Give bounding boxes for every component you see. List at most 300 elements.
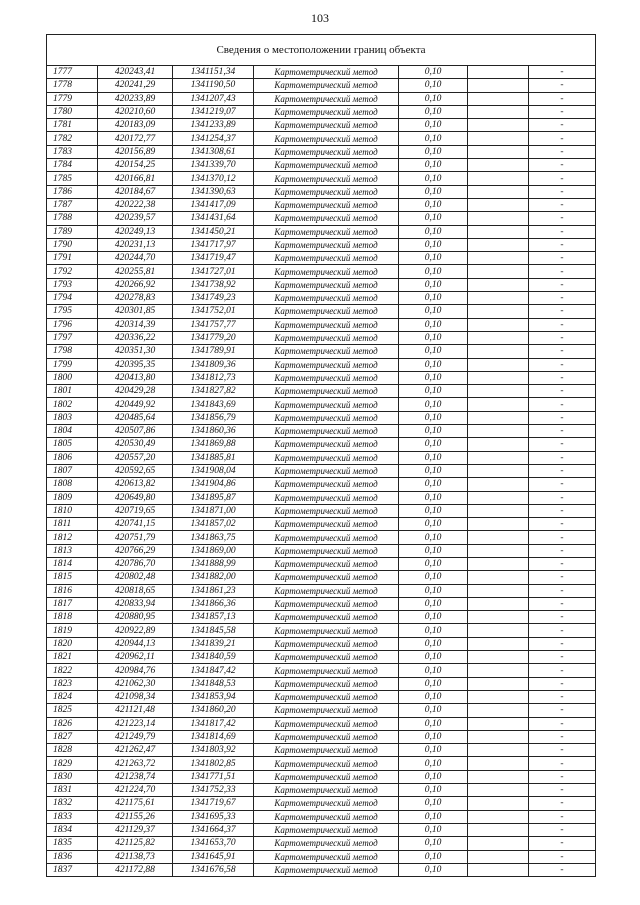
x-coordinate-cell: 420166,81 [98, 172, 173, 185]
accuracy-cell: 0,10 [399, 690, 468, 703]
point-number-cell: 1829 [47, 757, 98, 770]
y-coordinate-cell: 1341839,21 [173, 637, 254, 650]
y-coordinate-cell: 1341895,87 [173, 491, 254, 504]
accuracy-cell: 0,10 [399, 212, 468, 225]
x-coordinate-cell: 420741,15 [98, 518, 173, 531]
accuracy-cell: 0,10 [399, 744, 468, 757]
empty-cell [468, 504, 529, 517]
y-coordinate-cell: 1341840,59 [173, 651, 254, 664]
accuracy-cell: 0,10 [399, 252, 468, 265]
note-cell: - [529, 92, 596, 105]
empty-cell [468, 438, 529, 451]
x-coordinate-cell: 420413,80 [98, 371, 173, 384]
empty-cell [468, 212, 529, 225]
empty-cell [468, 345, 529, 358]
method-cell: Картометрический метод [254, 345, 399, 358]
x-coordinate-cell: 420183,09 [98, 119, 173, 132]
empty-cell [468, 863, 529, 876]
table-row [47, 345, 596, 358]
empty-cell [468, 119, 529, 132]
point-number-cell: 1824 [47, 690, 98, 703]
note-cell: - [529, 358, 596, 371]
accuracy-cell: 0,10 [399, 132, 468, 145]
empty-cell [468, 757, 529, 770]
accuracy-cell: 0,10 [399, 318, 468, 331]
method-cell: Картометрический метод [254, 757, 399, 770]
table-row [47, 105, 596, 118]
accuracy-cell: 0,10 [399, 664, 468, 677]
point-number-cell: 1822 [47, 664, 98, 677]
accuracy-cell: 0,10 [399, 837, 468, 850]
method-cell: Картометрический метод [254, 358, 399, 371]
empty-cell [468, 770, 529, 783]
point-number-cell: 1784 [47, 159, 98, 172]
empty-cell [468, 544, 529, 557]
accuracy-cell: 0,10 [399, 451, 468, 464]
empty-cell [468, 744, 529, 757]
y-coordinate-cell: 1341812,73 [173, 371, 254, 384]
x-coordinate-cell: 421129,37 [98, 823, 173, 836]
method-cell: Картометрический метод [254, 371, 399, 384]
point-number-cell: 1825 [47, 704, 98, 717]
x-coordinate-cell: 420751,79 [98, 531, 173, 544]
point-number-cell: 1799 [47, 358, 98, 371]
note-cell: - [529, 278, 596, 291]
empty-cell [468, 79, 529, 92]
accuracy-cell: 0,10 [399, 531, 468, 544]
method-cell: Картометрический метод [254, 238, 399, 251]
y-coordinate-cell: 1341857,13 [173, 611, 254, 624]
accuracy-cell: 0,10 [399, 770, 468, 783]
table-row [47, 79, 596, 92]
point-number-cell: 1803 [47, 411, 98, 424]
method-cell: Картометрический метод [254, 119, 399, 132]
accuracy-cell: 0,10 [399, 66, 468, 79]
x-coordinate-cell: 420255,81 [98, 265, 173, 278]
accuracy-cell: 0,10 [399, 292, 468, 305]
note-cell: - [529, 597, 596, 610]
table-row [47, 637, 596, 650]
empty-cell [468, 464, 529, 477]
empty-cell [468, 531, 529, 544]
method-cell: Картометрический метод [254, 837, 399, 850]
note-cell: - [529, 557, 596, 570]
y-coordinate-cell: 1341757,77 [173, 318, 254, 331]
method-cell: Картометрический метод [254, 784, 399, 797]
table-row [47, 198, 596, 211]
note-cell: - [529, 252, 596, 265]
note-cell: - [529, 584, 596, 597]
method-cell: Картометрический метод [254, 464, 399, 477]
y-coordinate-cell: 1341845,58 [173, 624, 254, 637]
point-number-cell: 1780 [47, 105, 98, 118]
y-coordinate-cell: 1341888,99 [173, 557, 254, 570]
method-cell: Картометрический метод [254, 385, 399, 398]
y-coordinate-cell: 1341717,97 [173, 238, 254, 251]
table-row [47, 571, 596, 584]
x-coordinate-cell: 421098,34 [98, 690, 173, 703]
accuracy-cell: 0,10 [399, 145, 468, 158]
point-number-cell: 1792 [47, 265, 98, 278]
table-row [47, 664, 596, 677]
method-cell: Картометрический метод [254, 704, 399, 717]
x-coordinate-cell: 421224,70 [98, 784, 173, 797]
table-row [47, 504, 596, 517]
point-number-cell: 1804 [47, 425, 98, 438]
y-coordinate-cell: 1341339,70 [173, 159, 254, 172]
x-coordinate-cell: 420592,65 [98, 464, 173, 477]
x-coordinate-cell: 420210,60 [98, 105, 173, 118]
y-coordinate-cell: 1341817,42 [173, 717, 254, 730]
table-row [47, 172, 596, 185]
table-row [47, 730, 596, 743]
empty-cell [468, 331, 529, 344]
note-cell: - [529, 331, 596, 344]
empty-cell [468, 451, 529, 464]
method-cell: Картометрический метод [254, 225, 399, 238]
empty-cell [468, 358, 529, 371]
method-cell: Картометрический метод [254, 132, 399, 145]
point-number-cell: 1778 [47, 79, 98, 92]
method-cell: Картометрический метод [254, 252, 399, 265]
note-cell: - [529, 132, 596, 145]
point-number-cell: 1827 [47, 730, 98, 743]
accuracy-cell: 0,10 [399, 438, 468, 451]
empty-cell [468, 185, 529, 198]
page-number: 103 [311, 11, 329, 25]
x-coordinate-cell: 420172,77 [98, 132, 173, 145]
note-cell: - [529, 238, 596, 251]
x-coordinate-cell: 421238,74 [98, 770, 173, 783]
point-number-cell: 1823 [47, 677, 98, 690]
empty-cell [468, 651, 529, 664]
x-coordinate-cell: 420944,13 [98, 637, 173, 650]
note-cell: - [529, 637, 596, 650]
point-number-cell: 1789 [47, 225, 98, 238]
y-coordinate-cell: 1341779,20 [173, 331, 254, 344]
empty-cell [468, 265, 529, 278]
y-coordinate-cell: 1341749,23 [173, 292, 254, 305]
x-coordinate-cell: 420243,41 [98, 66, 173, 79]
table-row [47, 438, 596, 451]
point-number-cell: 1796 [47, 318, 98, 331]
point-number-cell: 1779 [47, 92, 98, 105]
y-coordinate-cell: 1341866,36 [173, 597, 254, 610]
note-cell: - [529, 544, 596, 557]
accuracy-cell: 0,10 [399, 784, 468, 797]
method-cell: Картометрический метод [254, 79, 399, 92]
accuracy-cell: 0,10 [399, 238, 468, 251]
empty-cell [468, 172, 529, 185]
method-cell: Картометрический метод [254, 172, 399, 185]
accuracy-cell: 0,10 [399, 159, 468, 172]
accuracy-cell: 0,10 [399, 544, 468, 557]
accuracy-cell: 0,10 [399, 385, 468, 398]
point-number-cell: 1815 [47, 571, 98, 584]
point-number-cell: 1819 [47, 624, 98, 637]
y-coordinate-cell: 1341370,12 [173, 172, 254, 185]
accuracy-cell: 0,10 [399, 119, 468, 132]
table-row [47, 145, 596, 158]
method-cell: Картометрический метод [254, 198, 399, 211]
empty-cell [468, 132, 529, 145]
point-number-cell: 1821 [47, 651, 98, 664]
point-number-cell: 1830 [47, 770, 98, 783]
table-row [47, 318, 596, 331]
point-number-cell: 1808 [47, 478, 98, 491]
y-coordinate-cell: 1341802,85 [173, 757, 254, 770]
accuracy-cell: 0,10 [399, 331, 468, 344]
empty-cell [468, 159, 529, 172]
y-coordinate-cell: 1341676,58 [173, 863, 254, 876]
y-coordinate-cell: 1341789,91 [173, 345, 254, 358]
method-cell: Картометрический метод [254, 584, 399, 597]
method-cell: Картометрический метод [254, 850, 399, 863]
empty-cell [468, 717, 529, 730]
point-number-cell: 1790 [47, 238, 98, 251]
method-cell: Картометрический метод [254, 677, 399, 690]
table-row [47, 119, 596, 132]
y-coordinate-cell: 1341885,81 [173, 451, 254, 464]
x-coordinate-cell: 420922,89 [98, 624, 173, 637]
point-number-cell: 1809 [47, 491, 98, 504]
x-coordinate-cell: 421175,61 [98, 797, 173, 810]
table-row [47, 331, 596, 344]
empty-cell [468, 371, 529, 384]
method-cell: Картометрический метод [254, 398, 399, 411]
table-row [47, 305, 596, 318]
accuracy-cell: 0,10 [399, 850, 468, 863]
note-cell: - [529, 305, 596, 318]
accuracy-cell: 0,10 [399, 571, 468, 584]
empty-cell [468, 92, 529, 105]
x-coordinate-cell: 420395,35 [98, 358, 173, 371]
point-number-cell: 1828 [47, 744, 98, 757]
accuracy-cell: 0,10 [399, 198, 468, 211]
accuracy-cell: 0,10 [399, 704, 468, 717]
point-number-cell: 1783 [47, 145, 98, 158]
x-coordinate-cell: 420818,65 [98, 584, 173, 597]
empty-cell [468, 398, 529, 411]
y-coordinate-cell: 1341151,34 [173, 66, 254, 79]
x-coordinate-cell: 420786,70 [98, 557, 173, 570]
point-number-cell: 1834 [47, 823, 98, 836]
method-cell: Картометрический метод [254, 664, 399, 677]
method-cell: Картометрический метод [254, 185, 399, 198]
x-coordinate-cell: 420485,64 [98, 411, 173, 424]
table-row [47, 611, 596, 624]
method-cell: Картометрический метод [254, 159, 399, 172]
point-number-cell: 1816 [47, 584, 98, 597]
empty-cell [468, 624, 529, 637]
accuracy-cell: 0,10 [399, 651, 468, 664]
table-row [47, 132, 596, 145]
accuracy-cell: 0,10 [399, 597, 468, 610]
y-coordinate-cell: 1341904,86 [173, 478, 254, 491]
note-cell: - [529, 651, 596, 664]
note-cell: - [529, 863, 596, 876]
method-cell: Картометрический метод [254, 770, 399, 783]
method-cell: Картометрический метод [254, 717, 399, 730]
accuracy-cell: 0,10 [399, 225, 468, 238]
point-number-cell: 1794 [47, 292, 98, 305]
empty-cell [468, 385, 529, 398]
y-coordinate-cell: 1341450,21 [173, 225, 254, 238]
method-cell: Картометрический метод [254, 624, 399, 637]
accuracy-cell: 0,10 [399, 185, 468, 198]
accuracy-cell: 0,10 [399, 810, 468, 823]
empty-cell [468, 850, 529, 863]
x-coordinate-cell: 420222,38 [98, 198, 173, 211]
y-coordinate-cell: 1341861,23 [173, 584, 254, 597]
x-coordinate-cell: 420351,30 [98, 345, 173, 358]
x-coordinate-cell: 420239,57 [98, 212, 173, 225]
point-number-cell: 1831 [47, 784, 98, 797]
y-coordinate-cell: 1341233,89 [173, 119, 254, 132]
y-coordinate-cell: 1341860,20 [173, 704, 254, 717]
method-cell: Картометрический метод [254, 797, 399, 810]
accuracy-cell: 0,10 [399, 491, 468, 504]
y-coordinate-cell: 1341869,00 [173, 544, 254, 557]
method-cell: Картометрический метод [254, 651, 399, 664]
x-coordinate-cell: 420278,83 [98, 292, 173, 305]
method-cell: Картометрический метод [254, 331, 399, 344]
note-cell: - [529, 292, 596, 305]
x-coordinate-cell: 420156,89 [98, 145, 173, 158]
note-cell: - [529, 677, 596, 690]
note-cell: - [529, 385, 596, 398]
note-cell: - [529, 172, 596, 185]
x-coordinate-cell: 421263,72 [98, 757, 173, 770]
x-coordinate-cell: 420184,67 [98, 185, 173, 198]
x-coordinate-cell: 420233,89 [98, 92, 173, 105]
table-row [47, 557, 596, 570]
empty-cell [468, 252, 529, 265]
x-coordinate-cell: 420314,39 [98, 318, 173, 331]
table-row [47, 690, 596, 703]
table-row [47, 837, 596, 850]
table-row [47, 385, 596, 398]
note-cell: - [529, 690, 596, 703]
method-cell: Картометрический метод [254, 491, 399, 504]
note-cell: - [529, 704, 596, 717]
x-coordinate-cell: 420241,29 [98, 79, 173, 92]
y-coordinate-cell: 1341431,64 [173, 212, 254, 225]
point-number-cell: 1802 [47, 398, 98, 411]
note-cell: - [529, 79, 596, 92]
accuracy-cell: 0,10 [399, 823, 468, 836]
point-number-cell: 1777 [47, 66, 98, 79]
table-row [47, 770, 596, 783]
note-cell: - [529, 464, 596, 477]
note-cell: - [529, 491, 596, 504]
accuracy-cell: 0,10 [399, 863, 468, 876]
empty-cell [468, 690, 529, 703]
point-number-cell: 1781 [47, 119, 98, 132]
x-coordinate-cell: 420766,29 [98, 544, 173, 557]
point-number-cell: 1788 [47, 212, 98, 225]
method-cell: Картометрический метод [254, 105, 399, 118]
note-cell: - [529, 571, 596, 584]
coordinates-sheet [46, 34, 596, 877]
table-row [47, 863, 596, 876]
empty-cell [468, 571, 529, 584]
empty-cell [468, 664, 529, 677]
empty-cell [468, 305, 529, 318]
point-number-cell: 1812 [47, 531, 98, 544]
method-cell: Картометрический метод [254, 637, 399, 650]
accuracy-cell: 0,10 [399, 345, 468, 358]
y-coordinate-cell: 1341417,09 [173, 198, 254, 211]
note-cell: - [529, 198, 596, 211]
note-cell: - [529, 318, 596, 331]
table-row [47, 411, 596, 424]
x-coordinate-cell: 420530,49 [98, 438, 173, 451]
point-number-cell: 1798 [47, 345, 98, 358]
table-body [47, 66, 596, 877]
note-cell: - [529, 850, 596, 863]
method-cell: Картометрический метод [254, 425, 399, 438]
x-coordinate-cell: 421138,73 [98, 850, 173, 863]
x-coordinate-cell: 420266,92 [98, 278, 173, 291]
table-row [47, 597, 596, 610]
point-number-cell: 1791 [47, 252, 98, 265]
empty-cell [468, 557, 529, 570]
y-coordinate-cell: 1341727,01 [173, 265, 254, 278]
empty-cell [468, 518, 529, 531]
y-coordinate-cell: 1341843,69 [173, 398, 254, 411]
y-coordinate-cell: 1341860,36 [173, 425, 254, 438]
note-cell: - [529, 478, 596, 491]
point-number-cell: 1801 [47, 385, 98, 398]
accuracy-cell: 0,10 [399, 92, 468, 105]
note-cell: - [529, 624, 596, 637]
note-cell: - [529, 730, 596, 743]
y-coordinate-cell: 1341390,63 [173, 185, 254, 198]
y-coordinate-cell: 1341719,47 [173, 252, 254, 265]
table-row [47, 92, 596, 105]
method-cell: Картометрический метод [254, 411, 399, 424]
y-coordinate-cell: 1341645,91 [173, 850, 254, 863]
y-coordinate-cell: 1341190,50 [173, 79, 254, 92]
y-coordinate-cell: 1341752,01 [173, 305, 254, 318]
point-number-cell: 1810 [47, 504, 98, 517]
point-number-cell: 1800 [47, 371, 98, 384]
table-row [47, 584, 596, 597]
y-coordinate-cell: 1341653,70 [173, 837, 254, 850]
note-cell: - [529, 518, 596, 531]
x-coordinate-cell: 420154,25 [98, 159, 173, 172]
x-coordinate-cell: 420962,11 [98, 651, 173, 664]
x-coordinate-cell: 421249,79 [98, 730, 173, 743]
accuracy-cell: 0,10 [399, 717, 468, 730]
x-coordinate-cell: 420336,22 [98, 331, 173, 344]
accuracy-cell: 0,10 [399, 557, 468, 570]
table-row [47, 624, 596, 637]
note-cell: - [529, 797, 596, 810]
empty-cell [468, 198, 529, 211]
empty-cell [468, 611, 529, 624]
note-cell: - [529, 504, 596, 517]
point-number-cell: 1818 [47, 611, 98, 624]
method-cell: Картометрический метод [254, 863, 399, 876]
y-coordinate-cell: 1341848,53 [173, 677, 254, 690]
method-cell: Картометрический метод [254, 438, 399, 451]
x-coordinate-cell: 420449,92 [98, 398, 173, 411]
method-cell: Картометрический метод [254, 518, 399, 531]
method-cell: Картометрический метод [254, 823, 399, 836]
empty-cell [468, 810, 529, 823]
